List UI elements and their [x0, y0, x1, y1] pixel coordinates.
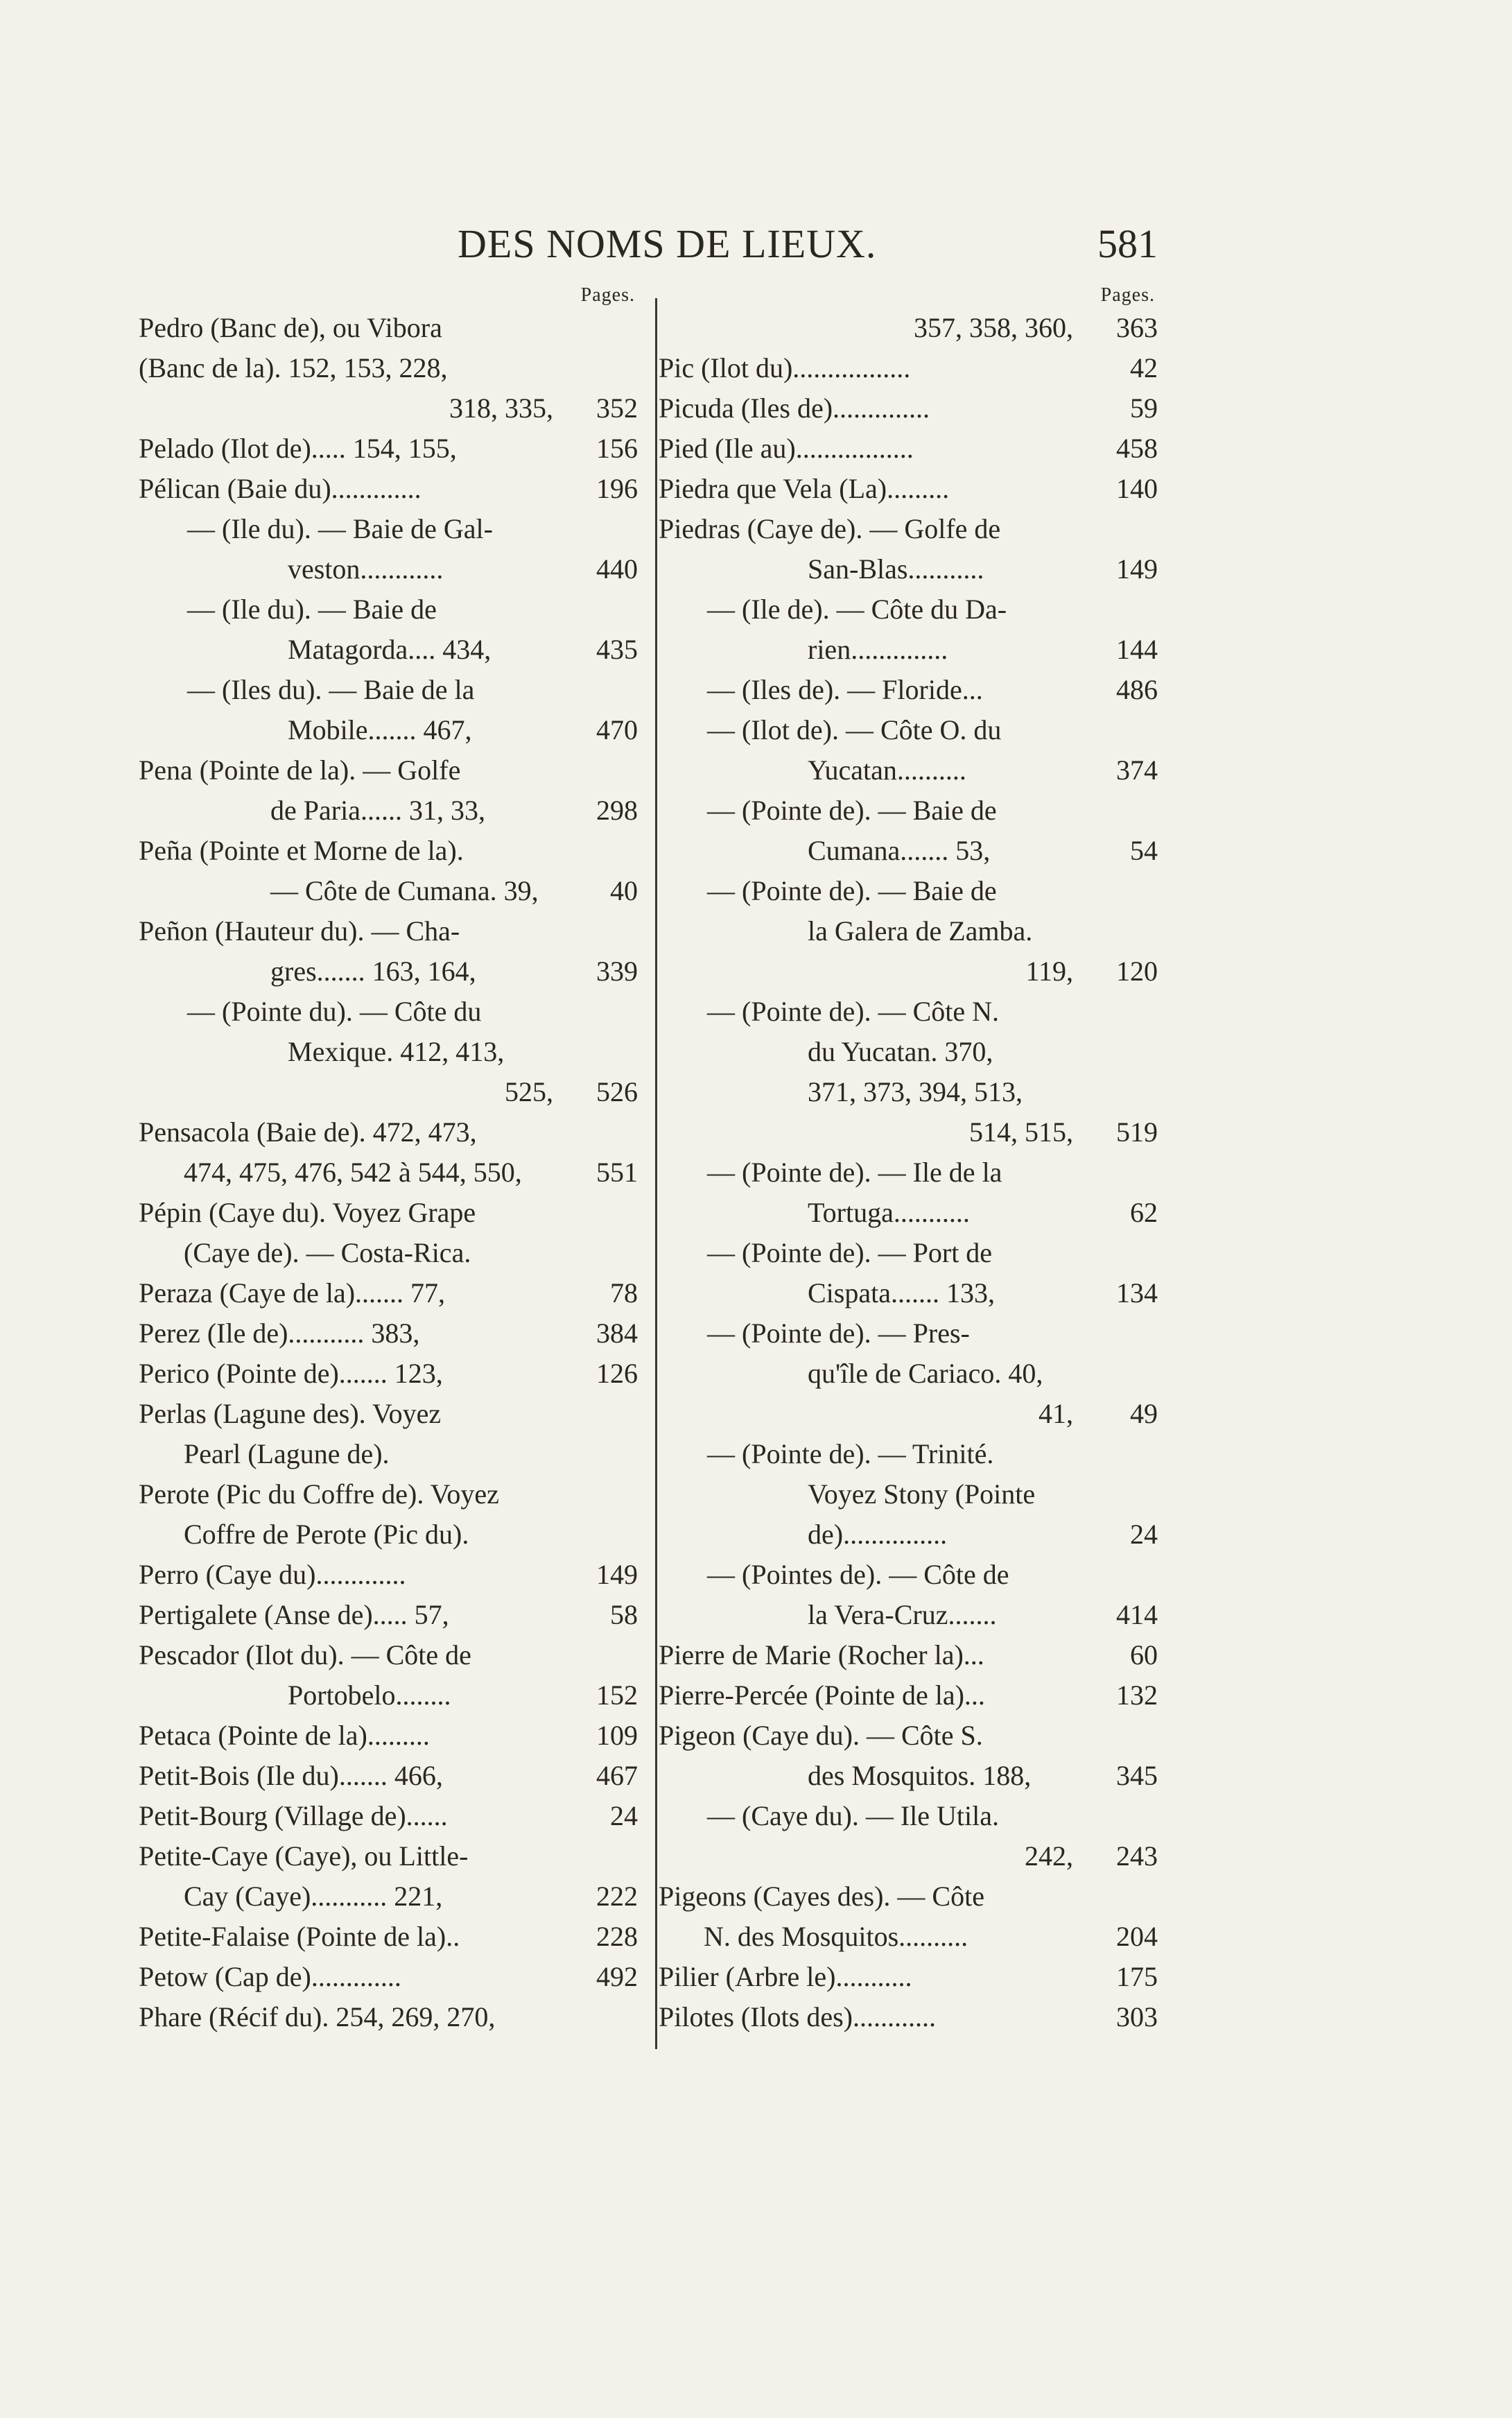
- page-ref: 152: [596, 1679, 638, 1711]
- entry-text: Petit-Bourg (Village de)......: [139, 1800, 448, 1831]
- entry-text: — (Ilot de). — Côte O. du: [707, 714, 1002, 745]
- index-line: [659, 1273, 1158, 1313]
- index-line: [139, 831, 638, 871]
- entry-text: Pigeons (Cayes des). — Côte: [659, 1881, 984, 1912]
- entry-text: 525,: [505, 1076, 553, 1107]
- entry-text: Peña (Pointe et Morne de la).: [139, 835, 464, 866]
- page-ref: 303: [1116, 2001, 1158, 2032]
- pages-label: Pages.: [580, 284, 635, 306]
- entry-text: Pigeon (Caye du). — Côte S.: [659, 1720, 983, 1751]
- entry-text: Pilier (Arbre le)...........: [659, 1961, 912, 1992]
- page-ref: 134: [1116, 1277, 1158, 1309]
- entry-text: Mobile....... 467,: [288, 714, 472, 745]
- index-line: [139, 1273, 638, 1313]
- index-line: [659, 1957, 1158, 1997]
- page-ref: 492: [596, 1961, 638, 1992]
- index-line: [659, 1796, 1158, 1836]
- index-line: [139, 670, 638, 710]
- entry-text: Picuda (Iles de)..............: [659, 392, 930, 424]
- index-line: [659, 951, 1158, 992]
- entry-text: Petite-Caye (Caye), ou Little-: [139, 1840, 469, 1872]
- index-line: [139, 1997, 638, 2037]
- index-line: [659, 1474, 1158, 1514]
- index-column-left: [139, 283, 638, 2037]
- index-line: [659, 1112, 1158, 1152]
- index-line: [659, 1675, 1158, 1716]
- index-line: [659, 791, 1158, 831]
- index-line: [659, 1152, 1158, 1193]
- index-line: [139, 1474, 638, 1514]
- page-ref: 470: [596, 714, 638, 745]
- index-line: [139, 1957, 638, 1997]
- entry-text: 242,: [1025, 1840, 1073, 1872]
- page-ref: 486: [1116, 674, 1158, 705]
- index-line: [139, 1796, 638, 1836]
- page-ref: 144: [1116, 634, 1158, 665]
- entry-text: rien..............: [808, 634, 948, 665]
- entry-text: — (Iles du). — Baie de la: [187, 674, 475, 705]
- index-line: [139, 1635, 638, 1675]
- page-ref: 140: [1116, 473, 1158, 504]
- index-line: [139, 509, 638, 549]
- entry-text: Yucatan..........: [808, 754, 966, 786]
- entry-text: la Galera de Zamba.: [808, 915, 1033, 947]
- column-divider: [655, 298, 657, 2049]
- entry-text: Tortuga...........: [808, 1197, 970, 1228]
- entry-text: Pierre de Marie (Rocher la)...: [659, 1639, 984, 1670]
- entry-text: Petite-Falaise (Pointe de la)..: [139, 1921, 460, 1952]
- page-ref: 352: [596, 392, 638, 424]
- page-ref: 243: [1116, 1840, 1158, 1872]
- entry-text: — (Iles de). — Floride...: [707, 674, 983, 705]
- index-line: [659, 992, 1158, 1032]
- entry-text: Perote (Pic du Coffre de). Voyez: [139, 1478, 499, 1510]
- page-ref: 526: [596, 1076, 638, 1107]
- entry-text: N. des Mosquitos..........: [704, 1921, 968, 1952]
- pages-label: Pages.: [1100, 284, 1155, 306]
- index-line: [139, 992, 638, 1032]
- page-ref: 78: [610, 1277, 638, 1309]
- page-ref: 435: [596, 634, 638, 665]
- index-line: [139, 911, 638, 951]
- index-line: [139, 1756, 638, 1796]
- page-ref: 132: [1116, 1679, 1158, 1711]
- index-line: [659, 1836, 1158, 1876]
- index-line: [139, 1354, 638, 1394]
- index-line: [659, 308, 1158, 348]
- entry-text: — (Pointes de). — Côte de: [707, 1559, 1009, 1590]
- index-line: [659, 549, 1158, 589]
- entry-text: 357, 358, 360,: [914, 312, 1073, 343]
- entry-text: des Mosquitos. 188,: [808, 1760, 1032, 1791]
- page-ref: 298: [596, 795, 638, 826]
- index-line: [659, 1193, 1158, 1233]
- page-ref: 126: [596, 1358, 638, 1389]
- entry-text: 41,: [1039, 1398, 1073, 1429]
- entry-text: Pélican (Baie du).............: [139, 473, 422, 504]
- index-line: [139, 1112, 638, 1152]
- entry-text: — (Pointe de). — Baie de: [707, 875, 997, 906]
- index-lines: [139, 308, 638, 2037]
- page-title: DES NOMS DE LIEUX.: [458, 221, 877, 266]
- entry-text: Petit-Bois (Ile du)....... 466,: [139, 1760, 443, 1791]
- entry-text: Pearl (Lagune de).: [184, 1438, 390, 1469]
- index-line: [139, 951, 638, 992]
- page-ref: 345: [1116, 1760, 1158, 1791]
- page-header: [139, 221, 1158, 276]
- index-line: [139, 630, 638, 670]
- index-line: [139, 750, 638, 791]
- entry-text: de Paria...... 31, 33,: [270, 795, 485, 826]
- entry-text: Pena (Pointe de la). — Golfe: [139, 754, 461, 786]
- index-line: [139, 1152, 638, 1193]
- entry-text: (Banc de la). 152, 153, 228,: [139, 352, 448, 383]
- entry-text: Voyez Stony (Pointe: [808, 1478, 1036, 1510]
- page-ref: 414: [1116, 1599, 1158, 1630]
- page-ref: 149: [1116, 553, 1158, 585]
- entry-text: Portobelo........: [288, 1679, 451, 1711]
- entry-text: Perico (Pointe de)....... 123,: [139, 1358, 443, 1389]
- index-line: [659, 1434, 1158, 1474]
- index-line: [139, 1434, 638, 1474]
- entry-text: Cumana....... 53,: [808, 835, 991, 866]
- entry-text: 514, 515,: [969, 1116, 1073, 1148]
- entry-text: Piedras (Caye de). — Golfe de: [659, 513, 1001, 544]
- page-ref: 59: [1130, 392, 1158, 424]
- index-line: [139, 710, 638, 750]
- entry-text: — (Ile de). — Côte du Da-: [707, 594, 1007, 625]
- entry-text: Pépin (Caye du). Voyez Grape: [139, 1197, 476, 1228]
- index-line: [659, 1756, 1158, 1796]
- index-line: [659, 1354, 1158, 1394]
- page-ref: 58: [610, 1599, 638, 1630]
- page-ref: 374: [1116, 754, 1158, 786]
- index-line: [659, 871, 1158, 911]
- index-line: [659, 1876, 1158, 1917]
- page-ref: 222: [596, 1881, 638, 1912]
- page-ref: 49: [1130, 1398, 1158, 1429]
- entry-text: Phare (Récif du). 254, 269, 270,: [139, 2001, 496, 2032]
- entry-text: — (Pointe de). — Ile de la: [707, 1157, 1002, 1188]
- index-line: [659, 1555, 1158, 1595]
- index-line: [659, 1032, 1158, 1072]
- page-ref: 551: [596, 1157, 638, 1188]
- index-line: [139, 1394, 638, 1434]
- index-line: [139, 871, 638, 911]
- entry-text: — (Pointe de). — Pres-: [707, 1318, 970, 1349]
- index-line: [659, 911, 1158, 951]
- index-line: [139, 1836, 638, 1876]
- entry-text: la Vera-Cruz.......: [808, 1599, 997, 1630]
- page-ref: 363: [1116, 312, 1158, 343]
- index-line: [139, 1233, 638, 1273]
- index-line: [659, 589, 1158, 630]
- entry-text: 474, 475, 476, 542 à 544, 550,: [184, 1157, 522, 1188]
- page-ref: 384: [596, 1318, 638, 1349]
- entry-text: San-Blas...........: [808, 553, 984, 585]
- entry-text: — (Ile du). — Baie de Gal-: [187, 513, 493, 544]
- index-line: [139, 1193, 638, 1233]
- entry-text: Perro (Caye du).............: [139, 1559, 406, 1590]
- entry-text: Petow (Cap de).............: [139, 1961, 401, 1992]
- entry-text: de)...............: [808, 1519, 948, 1550]
- index-line: [139, 1716, 638, 1756]
- entry-text: Matagorda.... 434,: [288, 634, 492, 665]
- entry-text: Pierre-Percée (Pointe de la)...: [659, 1679, 985, 1711]
- entry-text: Pelado (Ilot de)..... 154, 155,: [139, 433, 457, 464]
- entry-text: — Côte de Cumana. 39,: [270, 875, 539, 906]
- entry-text: — (Pointe de). — Baie de: [707, 795, 997, 826]
- index-line: [659, 1514, 1158, 1555]
- index-line: [139, 1595, 638, 1635]
- entry-text: 371, 373, 394, 513,: [808, 1076, 1023, 1107]
- index-line: [659, 1394, 1158, 1434]
- entry-text: — (Caye du). — Ile Utila.: [707, 1800, 999, 1831]
- page-ref: 109: [596, 1720, 638, 1751]
- index-line: [139, 589, 638, 630]
- page-ref: 24: [610, 1800, 638, 1831]
- entry-text: Cispata....... 133,: [808, 1277, 995, 1309]
- index-line: [659, 630, 1158, 670]
- entry-text: gres....... 163, 164,: [270, 956, 476, 987]
- index-line: [659, 1635, 1158, 1675]
- page-ref: 62: [1130, 1197, 1158, 1228]
- page-ref: 120: [1116, 956, 1158, 987]
- index-line: [659, 1716, 1158, 1756]
- index-line: [659, 670, 1158, 710]
- index-line: [139, 388, 638, 429]
- index-line: [139, 791, 638, 831]
- page-ref: 204: [1116, 1921, 1158, 1952]
- page-ref: 156: [596, 433, 638, 464]
- entry-text: (Caye de). — Costa-Rica.: [184, 1237, 471, 1268]
- index-line: [139, 1917, 638, 1957]
- entry-text: Pertigalete (Anse de)..... 57,: [139, 1599, 449, 1630]
- page-ref: 458: [1116, 433, 1158, 464]
- entry-text: — (Ile du). — Baie de: [187, 594, 437, 625]
- entry-text: — (Pointe de). — Trinité.: [707, 1438, 994, 1469]
- entry-text: — (Pointe du). — Côte du: [187, 996, 482, 1027]
- page-ref: 519: [1116, 1116, 1158, 1148]
- entry-text: Pescador (Ilot du). — Côte de: [139, 1639, 471, 1670]
- page-ref: 54: [1130, 835, 1158, 866]
- page-ref: 339: [596, 956, 638, 987]
- entry-text: Peñon (Hauteur du). — Cha-: [139, 915, 460, 947]
- entry-text: Peraza (Caye de la)....... 77,: [139, 1277, 446, 1309]
- entry-text: Pensacola (Baie de). 472, 473,: [139, 1116, 477, 1148]
- entry-text: Cay (Caye)........... 221,: [184, 1881, 443, 1912]
- entry-text: Pedro (Banc de), ou Vibora: [139, 312, 442, 343]
- index-line: [659, 1917, 1158, 1957]
- entry-text: — (Pointe de). — Port de: [707, 1237, 993, 1268]
- index-line: [659, 469, 1158, 509]
- page-ref: 175: [1116, 1961, 1158, 1992]
- index-line: [139, 1313, 638, 1354]
- page-ref: 467: [596, 1760, 638, 1791]
- index-line: [659, 1595, 1158, 1635]
- page-ref: 24: [1130, 1519, 1158, 1550]
- index-line: [139, 1555, 638, 1595]
- page-ref: 60: [1130, 1639, 1158, 1670]
- index-line: [659, 509, 1158, 549]
- index-line: [139, 1675, 638, 1716]
- index-line: [139, 1514, 638, 1555]
- index-line: [659, 348, 1158, 388]
- index-line: [139, 308, 638, 348]
- index-line: [139, 429, 638, 469]
- index-line: [139, 1876, 638, 1917]
- entry-text: Petaca (Pointe de la).........: [139, 1720, 430, 1751]
- entry-text: du Yucatan. 370,: [808, 1036, 993, 1067]
- index-line: [659, 750, 1158, 791]
- index-line: [659, 710, 1158, 750]
- index-line: [139, 1032, 638, 1072]
- entry-text: Piedra que Vela (La).........: [659, 473, 950, 504]
- page-ref: 196: [596, 473, 638, 504]
- index-line: [139, 1072, 638, 1112]
- entry-text: Coffre de Perote (Pic du).: [184, 1519, 469, 1550]
- index-line: [659, 831, 1158, 871]
- page-ref: 149: [596, 1559, 638, 1590]
- index-line: [659, 1313, 1158, 1354]
- page-number: 581: [1097, 221, 1158, 266]
- entry-text: Pic (Ilot du).................: [659, 352, 911, 383]
- entry-text: qu'île de Cariaco. 40,: [808, 1358, 1043, 1389]
- index-line: [139, 348, 638, 388]
- entry-text: 318, 335,: [449, 392, 553, 424]
- entry-text: — (Pointe de). — Côte N.: [707, 996, 1000, 1027]
- index-line: [659, 1997, 1158, 2037]
- page-ref: 40: [610, 875, 638, 906]
- index-line: [139, 549, 638, 589]
- entry-text: Mexique. 412, 413,: [288, 1036, 505, 1067]
- page-ref: 42: [1130, 352, 1158, 383]
- entry-text: Pilotes (Ilots des)............: [659, 2001, 936, 2032]
- entry-text: veston............: [288, 553, 444, 585]
- page-ref: 440: [596, 553, 638, 585]
- index-line: [659, 429, 1158, 469]
- entry-text: 119,: [1025, 956, 1073, 987]
- page-ref: 228: [596, 1921, 638, 1952]
- index-lines: [659, 308, 1158, 2037]
- index-line: [659, 1072, 1158, 1112]
- index-line: [139, 469, 638, 509]
- entry-text: Perlas (Lagune des). Voyez: [139, 1398, 442, 1429]
- entry-text: Perez (Ile de)........... 383,: [139, 1318, 420, 1349]
- index-column-right: [659, 283, 1158, 2037]
- index-line: [659, 1233, 1158, 1273]
- index-line: [659, 388, 1158, 429]
- entry-text: Pied (Ile au).................: [659, 433, 914, 464]
